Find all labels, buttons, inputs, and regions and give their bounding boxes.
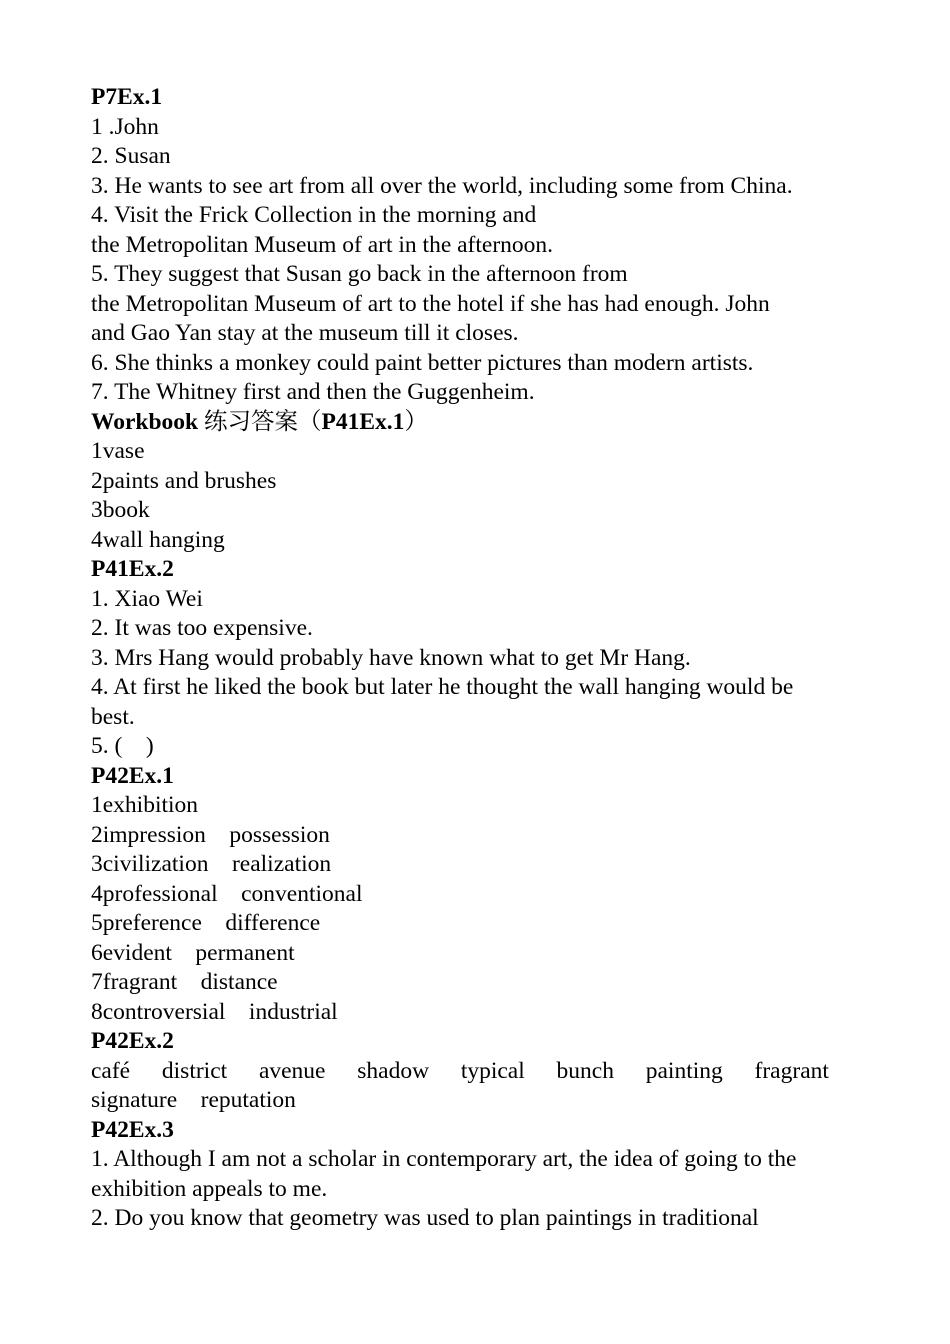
answer-line: best. <box>91 703 135 730</box>
answer-line: the Metropolitan Museum of art to the hotel if she has had enough. John <box>91 290 770 317</box>
answer-line: 4. At first he liked the book but later he thought the wall hanging would be <box>91 674 794 700</box>
answer-line: 1exhibition <box>91 792 199 818</box>
word: painting <box>645 1057 723 1084</box>
answer-line: 4wall hanging <box>91 526 225 553</box>
answer-line: 7. The Whitney first and then the Guggenheim. <box>91 379 535 405</box>
word: shadow <box>357 1057 430 1084</box>
answer-line: 3civilization realization <box>91 851 332 877</box>
answer-line: the Metropolitan Museum of art in the afternoon. <box>91 231 554 258</box>
word: bunch <box>556 1057 614 1084</box>
workbook-title-chinese: 练习答案（ <box>203 408 322 435</box>
section-heading-workbook <box>91 408 861 438</box>
answer-line: 6. She thinks a monkey could paint better pictures than modern artists. <box>91 349 754 376</box>
answer-line: 5preference difference <box>91 910 321 936</box>
word: café <box>91 1057 131 1084</box>
answer-line: 1. Xiao Wei <box>91 585 203 612</box>
answer-line: 5. They suggest that Susan go back in the afternoon from <box>91 261 628 287</box>
answer-line: 3. Mrs Hang would probably have known what to get Mr Hang. <box>91 644 691 671</box>
answer-line: 3. He wants to see art from all over the world, including some from China. <box>91 172 793 199</box>
word: avenue <box>258 1057 326 1084</box>
answer-line: 1 .John <box>91 113 159 140</box>
answer-line: 6evident permanent <box>91 939 295 966</box>
section-heading-p42ex3: P42Ex.3 <box>91 1116 174 1143</box>
answer-line: 5. ( ) <box>91 733 154 759</box>
workbook-title-exercise: P41Ex.1 <box>321 408 405 435</box>
word: typical <box>460 1057 525 1084</box>
section-heading-p41ex2: P41Ex.2 <box>91 556 174 582</box>
answer-line: 1. Although I am not a scholar in contemporary art, the idea of going to the <box>91 1146 797 1172</box>
answer-line: 3book <box>91 497 150 523</box>
section-heading-p42ex2: P42Ex.2 <box>91 1028 174 1054</box>
answer-line: 2. Susan <box>91 143 171 169</box>
section-heading-p7ex1: P7Ex.1 <box>91 84 163 110</box>
document-page <box>91 83 861 1234</box>
section-heading-p42ex1: P42Ex.1 <box>91 762 174 789</box>
answer-line: signature reputation <box>91 1087 296 1113</box>
answer-line: and Gao Yan stay at the museum till it closes. <box>91 320 519 346</box>
answer-line: 2. Do you know that geometry was used to plan paintings in traditional <box>91 1205 759 1231</box>
answer-line: 8controversial industrial <box>91 998 338 1025</box>
word-list-row <box>91 1057 829 1087</box>
answer-line: 2. It was too expensive. <box>91 615 313 641</box>
answer-line: 2paints and brushes <box>91 467 277 494</box>
word: district <box>161 1057 228 1084</box>
answer-line: 4. Visit the Frick Collection in the morning and <box>91 202 537 228</box>
answer-line: 7fragrant distance <box>91 969 278 995</box>
answer-line: 4professional conventional <box>91 880 363 907</box>
workbook-title-label: Workbook <box>91 408 204 435</box>
answer-line: exhibition appeals to me. <box>91 1175 328 1202</box>
word: fragrant <box>754 1057 829 1084</box>
answer-line: 1vase <box>91 438 145 464</box>
answer-line: 2impression possession <box>91 821 330 848</box>
workbook-title-paren-close: ） <box>404 408 428 435</box>
